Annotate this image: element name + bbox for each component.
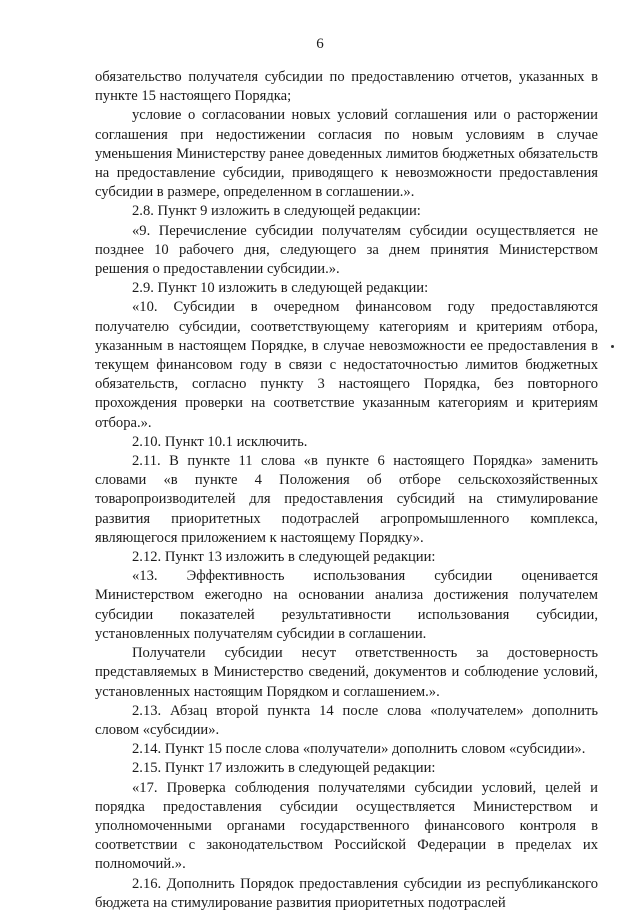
- paragraph-point-17: «17. Проверка соблюдения получателями субсидии условий, целей и порядка предоставления субсидии осуществляется Министерством и уполномоченными органами государственного финансового контроля в соответствии с законодательством Российской Федерации в пределах их полномочий.».: [95, 779, 598, 873]
- paragraph-point-13: «13. Эффективность использования субсидии оценивается Министерством ежегодно на основании анализа достижения получателем субсидии показателей результативности использования субсидии, установленных получателям субсидии в соглашении.: [95, 568, 598, 642]
- paragraph-2-12: 2.12. Пункт 13 изложить в следующей редакции:: [132, 549, 436, 566]
- paragraph-2-11: 2.11. В пункте 11 слова «в пункте 6 настоящего Порядка» заменить словами «в пункте 4 Положения об отборе сельскохозяйственных товаропроизводителей для предоставления субсидий на стимулирование развития приоритетных подотраслей агропромышленного комплекса, являющегося приложением к настоящему Порядку».: [95, 453, 598, 546]
- page-number: 6: [316, 36, 324, 52]
- paragraph-2-9: 2.9. Пункт 10 изложить в следующей редакции:: [132, 280, 429, 297]
- document-body: [95, 68, 598, 913]
- paragraph-2-8: 2.8. Пункт 9 изложить в следующей редакции:: [132, 203, 421, 220]
- paragraph-point-10: «10. Субсидии в очередном финансовом году предоставляются получателю субсидии, соответствующему категориям и критериям отбора, указанным в настоящем Порядке, в случае невозможности ее предоставления в текущем финансовом году в связи с недостаточностью лимитов бюджетных обязательств, согласно пункту 3 настоящего Порядка, без повторного прохождения проверки на соответствие указанным категориям и критериям отбора.».: [95, 299, 598, 431]
- paragraph-2-10: 2.10. Пункт 10.1 исключить.: [132, 433, 308, 450]
- paragraph-reporting-obligation: обязательство получателя субсидии по предоставлению отчетов, указанных в пункте 15 настоящего Порядка;: [95, 69, 598, 105]
- paragraph-2-13: 2.13. Абзац второй пункта 14 после слова «получателем» дополнить словом «субсидии».: [95, 702, 598, 738]
- paragraph-point-9: «9. Перечисление субсидии получателям субсидии осуществляется не позднее 10 рабочего дня, следующего за днем принятия Министерством решения о предоставлении субсидии.».: [95, 222, 598, 278]
- paragraph-2-14: 2.14. Пункт 15 после слова «получатели» дополнить словом «субсидии».: [132, 741, 586, 758]
- scan-dot-mark: [611, 345, 614, 348]
- paragraph-2-16: 2.16. Дополнить Порядок предоставления субсидии из республиканского бюджета на стимулирование развития приоритетных подотраслей: [95, 875, 598, 911]
- paragraph-recipients-responsibility: Получатели субсидии несут ответственность за достоверность представляемых в Министерство сведений, документов и соблюдение условий, установленных настоящим Порядком и соглашением.».: [95, 645, 598, 700]
- paragraph-2-15: 2.15. Пункт 17 изложить в следующей редакции:: [132, 760, 436, 777]
- paragraph-agreement-condition: условие о согласовании новых условий соглашения или о расторжении соглашения при недостижении согласия по новым условиям в случае уменьшения Министерству ранее доведенных лимитов бюджетных обязательств на предоставление субсидии, приводящего к невозможности предоставления субсидии в размере, определенном в соглашении.».: [95, 107, 598, 201]
